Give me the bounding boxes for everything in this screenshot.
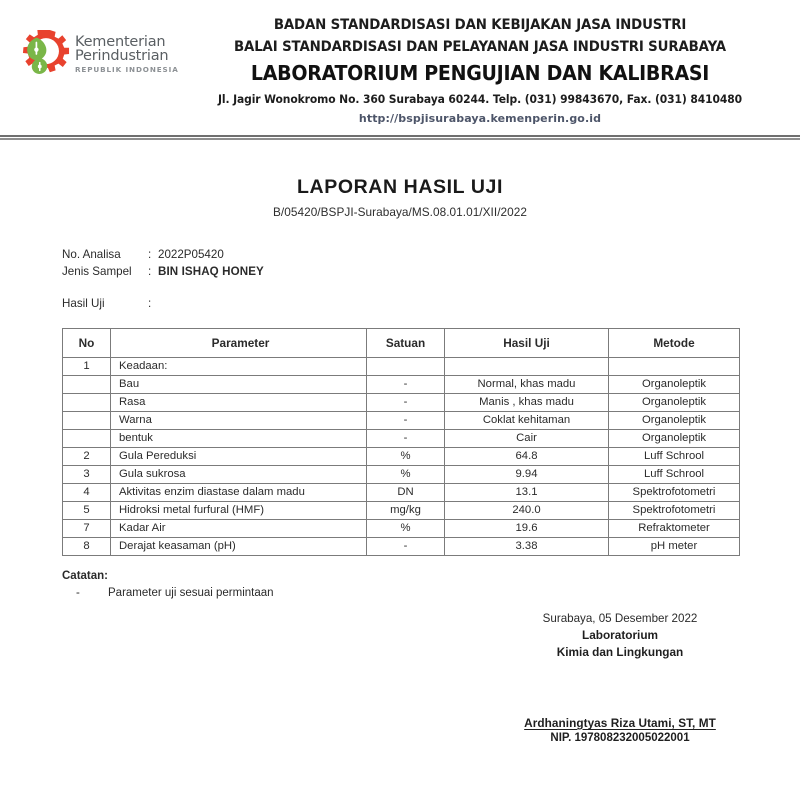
cell-metode: Spektrofotometri [609, 502, 740, 520]
cell-hasil-uji: Normal, khas madu [445, 376, 609, 394]
signatory-block [470, 716, 770, 744]
table-header-row [63, 329, 740, 358]
agency-line-3: LABORATORIUM PENGUJIAN DAN KALIBRASI [250, 61, 710, 85]
table-row [63, 394, 740, 412]
sample-metadata [62, 247, 800, 312]
table-body [63, 358, 740, 556]
results-table-wrap [62, 328, 739, 556]
cell-metode: Organoleptik [609, 376, 740, 394]
cell-hasil-uji: 19.6 [445, 520, 609, 538]
column-header-metode: Metode [609, 329, 740, 358]
meta-spacer [62, 281, 800, 296]
ministry-name-line1: Kementerian [75, 33, 166, 50]
ministry-gear-leaf-logo-icon [22, 28, 70, 80]
cell-hasil-uji: 9.94 [445, 466, 609, 484]
cell-metode: Organoleptik [609, 430, 740, 448]
table-row [63, 430, 740, 448]
letterhead-divider [0, 135, 800, 140]
cell-parameter: Kadar Air [111, 520, 367, 538]
cell-hasil-uji: 64.8 [445, 448, 609, 466]
cell-no: 1 [63, 358, 111, 376]
cell-parameter: Gula Pereduksi [111, 448, 367, 466]
signature-place-date: Surabaya, 05 Desember 2022 [542, 612, 698, 625]
signature-block [470, 612, 770, 659]
cell-satuan: - [367, 394, 445, 412]
cell-parameter: Derajat keasaman (pH) [111, 538, 367, 556]
cell-no [63, 394, 111, 412]
cell-no [63, 376, 111, 394]
ministry-name-text [75, 35, 179, 73]
notes-item-text: Parameter uji sesuai permintaan [108, 587, 274, 600]
hasil-uji-colon: : [148, 296, 152, 310]
cell-satuan: - [367, 412, 445, 430]
cell-parameter: Bau [111, 376, 367, 394]
agency-line-2: BALAI STANDARDISASI DAN PELAYANAN JASA INDUSTRI SURABAYA [233, 39, 726, 55]
cell-hasil-uji: Cair [445, 430, 609, 448]
signatory-nip: NIP. 197808232005022001 [550, 732, 690, 744]
document-reference-number: B/05420/BSPJI-Surabaya/MS.08.01.01/XII/2022 [273, 205, 527, 219]
column-header-hasil-uji: Hasil Uji [445, 329, 609, 358]
signature-org-line1: Laboratorium [581, 628, 659, 642]
page-title: LAPORAN HASIL UJI [297, 176, 503, 198]
notes-section [62, 570, 800, 599]
cell-satuan: mg/kg [367, 502, 445, 520]
cell-satuan [367, 358, 445, 376]
agency-line-1: BADAN STANDARDISASI DAN KEBIJAKAN JASA INDUSTRI [273, 17, 687, 33]
cell-parameter: Warna [111, 412, 367, 430]
letterhead-text [180, 14, 790, 125]
cell-metode: Refraktometer [609, 520, 740, 538]
cell-no: 5 [63, 502, 111, 520]
cell-hasil-uji [445, 358, 609, 376]
cell-metode: Luff Schrool [609, 466, 740, 484]
cell-no: 7 [63, 520, 111, 538]
cell-satuan: - [367, 430, 445, 448]
cell-metode [609, 358, 740, 376]
analisa-colon: : [148, 248, 152, 261]
cell-metode: Organoleptik [609, 412, 740, 430]
meta-row-sampel [62, 264, 800, 281]
sampel-label: Jenis Sampel [62, 264, 132, 278]
cell-hasil-uji: Coklat kehitaman [445, 412, 609, 430]
table-head [63, 329, 740, 358]
analisa-value: 2022P05420 [158, 248, 224, 261]
column-header-satuan: Satuan [367, 329, 445, 358]
letterhead [0, 0, 800, 125]
cell-satuan: % [367, 520, 445, 538]
cell-no [63, 430, 111, 448]
cell-metode: Spektrofotometri [609, 484, 740, 502]
cell-hasil-uji: 13.1 [445, 484, 609, 502]
cell-metode: Luff Schrool [609, 448, 740, 466]
divider-line-bottom [0, 138, 800, 140]
cell-no: 3 [63, 466, 111, 484]
notes-item [62, 587, 800, 599]
meta-row-analisa [62, 247, 800, 264]
agency-address: Jl. Jagir Wonokromo No. 360 Surabaya 60244. Telp. (031) 99843670, Fax. (031) 8410480 [217, 93, 743, 106]
cell-satuan: % [367, 466, 445, 484]
test-results-table [62, 328, 740, 556]
sampel-colon: : [148, 264, 152, 278]
cell-satuan: % [367, 448, 445, 466]
ministry-name-line3: REPUBLIK INDONESIA [75, 64, 179, 74]
cell-satuan: - [367, 376, 445, 394]
column-header-no: No [63, 329, 111, 358]
column-header-parameter: Parameter [111, 329, 367, 358]
cell-parameter: Gula sukrosa [111, 466, 367, 484]
sampel-value: BIN ISHAQ HONEY [158, 264, 264, 278]
table-row [63, 448, 740, 466]
cell-parameter: Aktivitas enzim diastase dalam madu [111, 484, 367, 502]
cell-hasil-uji: Manis , khas madu [445, 394, 609, 412]
cell-parameter: Keadaan: [111, 358, 367, 376]
cell-hasil-uji: 3.38 [445, 538, 609, 556]
cell-parameter: Hidroksi metal furfural (HMF) [111, 502, 367, 520]
hasil-uji-label: Hasil Uji [62, 296, 105, 310]
cell-no: 4 [63, 484, 111, 502]
notes-title: Catatan: [62, 570, 109, 583]
signature-org-line2: Kimia dan Lingkungan [556, 645, 684, 659]
cell-no: 2 [63, 448, 111, 466]
notes-bullet: - [76, 587, 80, 600]
cell-no: 8 [63, 538, 111, 556]
cell-hasil-uji: 240.0 [445, 502, 609, 520]
cell-parameter: Rasa [111, 394, 367, 412]
table-row [63, 502, 740, 520]
analisa-label: No. Analisa [62, 248, 121, 261]
ministry-logo-block [10, 14, 180, 80]
meta-row-hasil [62, 296, 800, 313]
cell-parameter: bentuk [111, 430, 367, 448]
table-row [63, 412, 740, 430]
cell-no [63, 412, 111, 430]
cell-satuan: DN [367, 484, 445, 502]
cell-metode: pH meter [609, 538, 740, 556]
agency-website: http://bspjisurabaya.kemenperin.go.id [358, 112, 602, 125]
cell-metode: Organoleptik [609, 394, 740, 412]
signatory-name: Ardhaningtyas Riza Utami, ST, MT [524, 716, 716, 730]
cell-satuan: - [367, 538, 445, 556]
table-row [63, 520, 740, 538]
table-row [63, 538, 740, 556]
table-row [63, 484, 740, 502]
table-row [63, 376, 740, 394]
table-row [63, 358, 740, 376]
table-row [63, 466, 740, 484]
ministry-name-line2: Perindustrian [75, 48, 169, 65]
